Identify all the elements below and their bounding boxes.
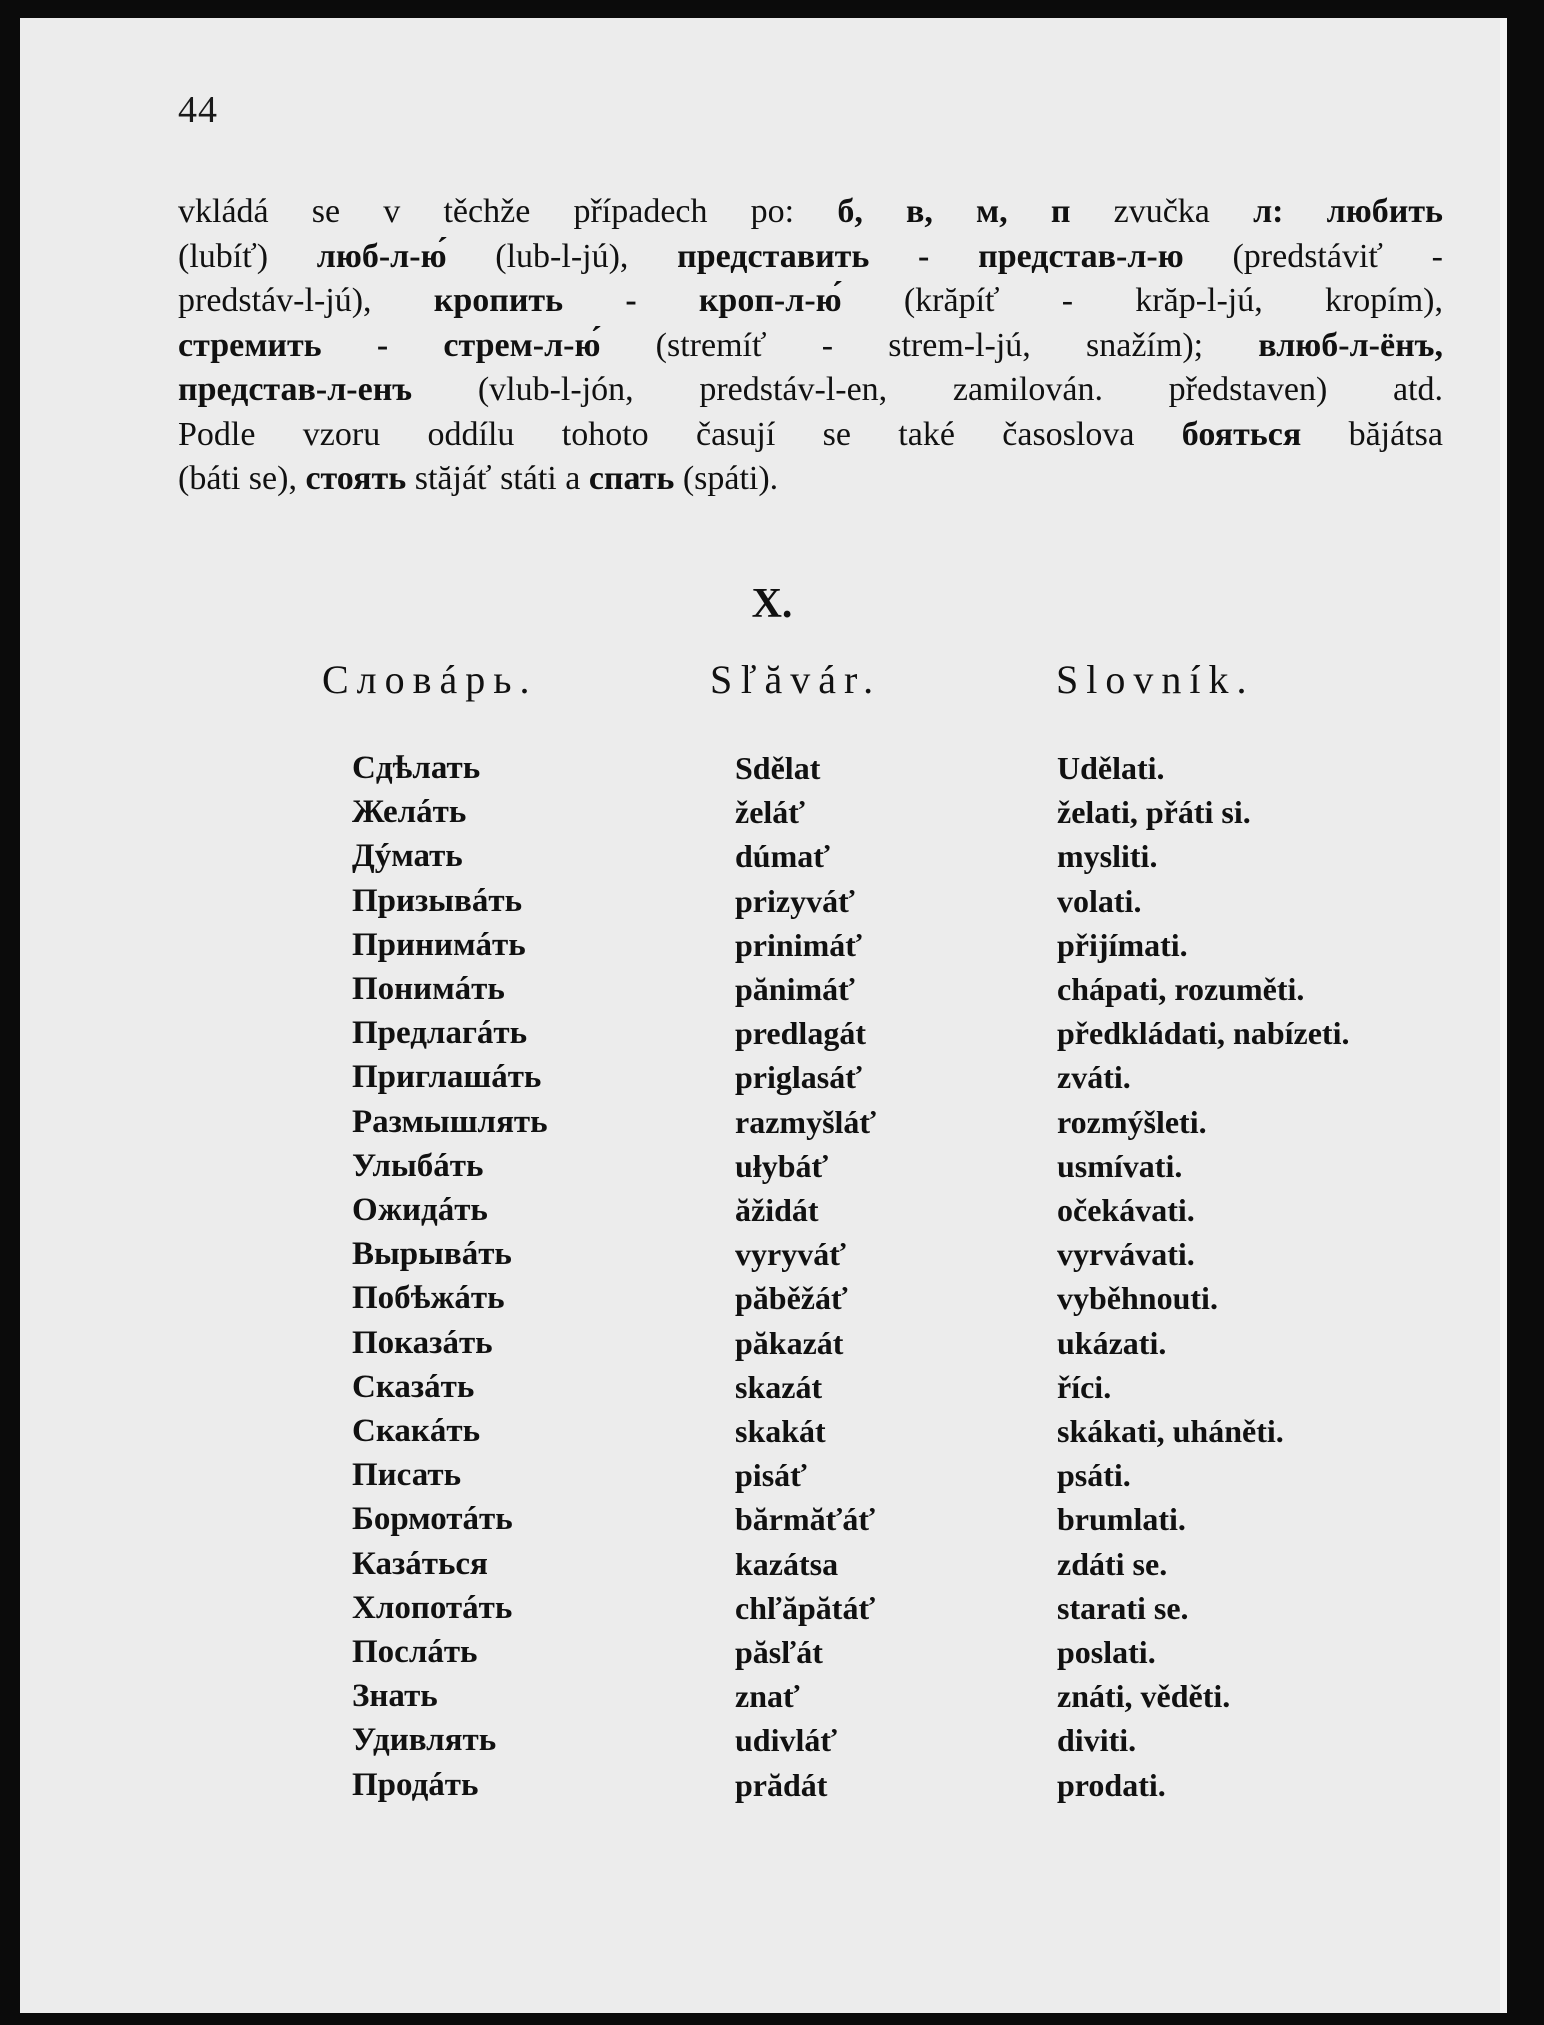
russian-word: Сдѣлать: [352, 750, 481, 786]
paragraph-line: (báti se), стоять stăjáť státi a спать (spáti).: [178, 460, 779, 497]
czech-word: usmívati.: [1057, 1147, 1183, 1184]
paragraph-line: представ-л-енъ (vlub-l-jón, predstáv-l-en, zamilován. představen) atd.: [178, 371, 1443, 408]
transliteration-word: udivláť: [735, 1722, 838, 1759]
transliteration-word: kazátsa: [735, 1545, 839, 1582]
russian-word: Знать: [352, 1678, 438, 1715]
czech-word: brumlati.: [1057, 1501, 1186, 1538]
transliteration-word: ułybáť: [735, 1147, 829, 1184]
russian-word: Скакáть: [352, 1413, 481, 1450]
page-number: 44: [178, 89, 218, 131]
transliteration-word: dúmať: [735, 838, 830, 875]
transliteration-word: prădát: [735, 1766, 828, 1803]
czech-word: skákati, uháněti.: [1057, 1413, 1284, 1450]
czech-word: Udělati.: [1057, 750, 1165, 786]
czech-word: znáti, věděti.: [1057, 1678, 1231, 1715]
russian-word: Призывáть: [352, 882, 523, 919]
transliteration-word: vyryváť: [735, 1236, 846, 1273]
body-paragraph: [178, 190, 1443, 502]
russian-word: Казáться: [352, 1545, 488, 1582]
czech-word: rozmýšleti.: [1057, 1103, 1207, 1140]
paragraph-line: стремить - стрем-л-ю́ (stremíť - strem-l-jú, snažím); влюб-л-ёнъ,: [178, 326, 1443, 364]
transliteration-word: păběžáť: [735, 1280, 848, 1317]
czech-word: říci.: [1057, 1368, 1112, 1405]
transliteration-word: prinimáť: [735, 926, 862, 963]
russian-word-list: [352, 746, 548, 1807]
russian-word: Бормотáть: [352, 1501, 513, 1538]
czech-word: vyběhnouti.: [1057, 1280, 1218, 1317]
czech-word: diviti.: [1057, 1722, 1137, 1759]
czech-word: vyrvávati.: [1057, 1236, 1195, 1273]
czech-word: starati se.: [1057, 1589, 1189, 1626]
transliteration-word: priglasáť: [735, 1059, 862, 1096]
transliteration-word: Sdělat: [735, 750, 821, 786]
russian-word: Понимáть: [352, 971, 505, 1008]
czech-word: želati, přáti si.: [1057, 794, 1251, 831]
transliteration-word: bărmăťáť: [735, 1501, 875, 1538]
russian-word: Сказáть: [352, 1368, 475, 1405]
transliteration-word-list: [735, 746, 876, 1807]
transliteration-word: chľăpătáť: [735, 1589, 876, 1626]
paragraph-line: Podle vzoru oddílu tohoto časují se také časoslova бояться băjátsa: [178, 415, 1443, 453]
russian-word: Предлагáть: [352, 1015, 528, 1052]
czech-word: prodati.: [1057, 1766, 1166, 1803]
russian-word: Улыбáть: [352, 1147, 484, 1184]
russian-word: Хлопотáть: [352, 1589, 513, 1626]
russian-word: Продáть: [352, 1766, 479, 1803]
russian-word: Дýмать: [352, 838, 463, 875]
czech-word: psáti.: [1057, 1457, 1131, 1494]
czech-word: chápati, rozuměti.: [1057, 971, 1305, 1008]
section-heading: X.: [751, 581, 793, 627]
transliteration-word: razmyšláť: [735, 1103, 877, 1140]
transliteration-column-header: Sľăvár.: [710, 657, 882, 702]
paragraph-line: predstáv-l-jú), кропить - кроп-л-ю́ (krăpíť - krăp-l-jú, kropím),: [178, 282, 1443, 319]
transliteration-word: skakát: [735, 1413, 826, 1450]
russian-word: Ожидáть: [352, 1192, 488, 1229]
russian-word: Побѣжáть: [352, 1280, 505, 1317]
russian-word: Принимáть: [352, 926, 526, 963]
transliteration-word: prizyváť: [735, 882, 855, 919]
czech-word: očekávati.: [1057, 1192, 1195, 1229]
russian-word: Писать: [352, 1457, 462, 1494]
transliteration-word: pănimáť: [735, 971, 855, 1008]
czech-word: zdáti se.: [1057, 1545, 1168, 1582]
transliteration-word: predlagát: [735, 1015, 866, 1052]
transliteration-word: păkazát: [735, 1324, 844, 1361]
transliteration-word: znať: [735, 1678, 800, 1715]
transliteration-word: păsľát: [735, 1634, 823, 1671]
czech-word: zváti.: [1057, 1059, 1131, 1096]
czech-word: volati.: [1057, 882, 1142, 919]
czech-column-header: Slovník.: [1056, 657, 1255, 702]
russian-word: Удивлять: [352, 1722, 497, 1759]
czech-word: poslati.: [1057, 1634, 1156, 1671]
transliteration-word: pisáť: [735, 1457, 807, 1494]
transliteration-word: skazát: [735, 1368, 823, 1405]
paragraph-line: (lubíť) люб-л-ю́ (lub-l-jú), представить - представ-л-ю (predstáviť -: [178, 237, 1443, 275]
transliteration-word: želáť: [735, 794, 805, 831]
czech-word: předkládati, nabízeti.: [1057, 1015, 1350, 1052]
russian-word: Показáть: [352, 1324, 493, 1361]
russian-word: Размышлять: [352, 1103, 548, 1140]
czech-word: mysliti.: [1057, 838, 1158, 875]
russian-word: Вырывáть: [352, 1236, 512, 1273]
russian-column-header: Словáрь.: [322, 657, 538, 702]
czech-word: ukázati.: [1057, 1324, 1167, 1361]
czech-word-list: [1057, 746, 1349, 1807]
czech-word: přijímati.: [1057, 926, 1188, 963]
transliteration-word: ăžidát: [735, 1192, 819, 1229]
russian-word: Послáть: [352, 1634, 478, 1671]
paragraph-line: vkládá se v těchže případech po: б, в, м, п zvučka л: любить: [178, 193, 1443, 230]
russian-word: Желáть: [352, 794, 467, 831]
russian-word: Приглашáть: [352, 1059, 542, 1096]
